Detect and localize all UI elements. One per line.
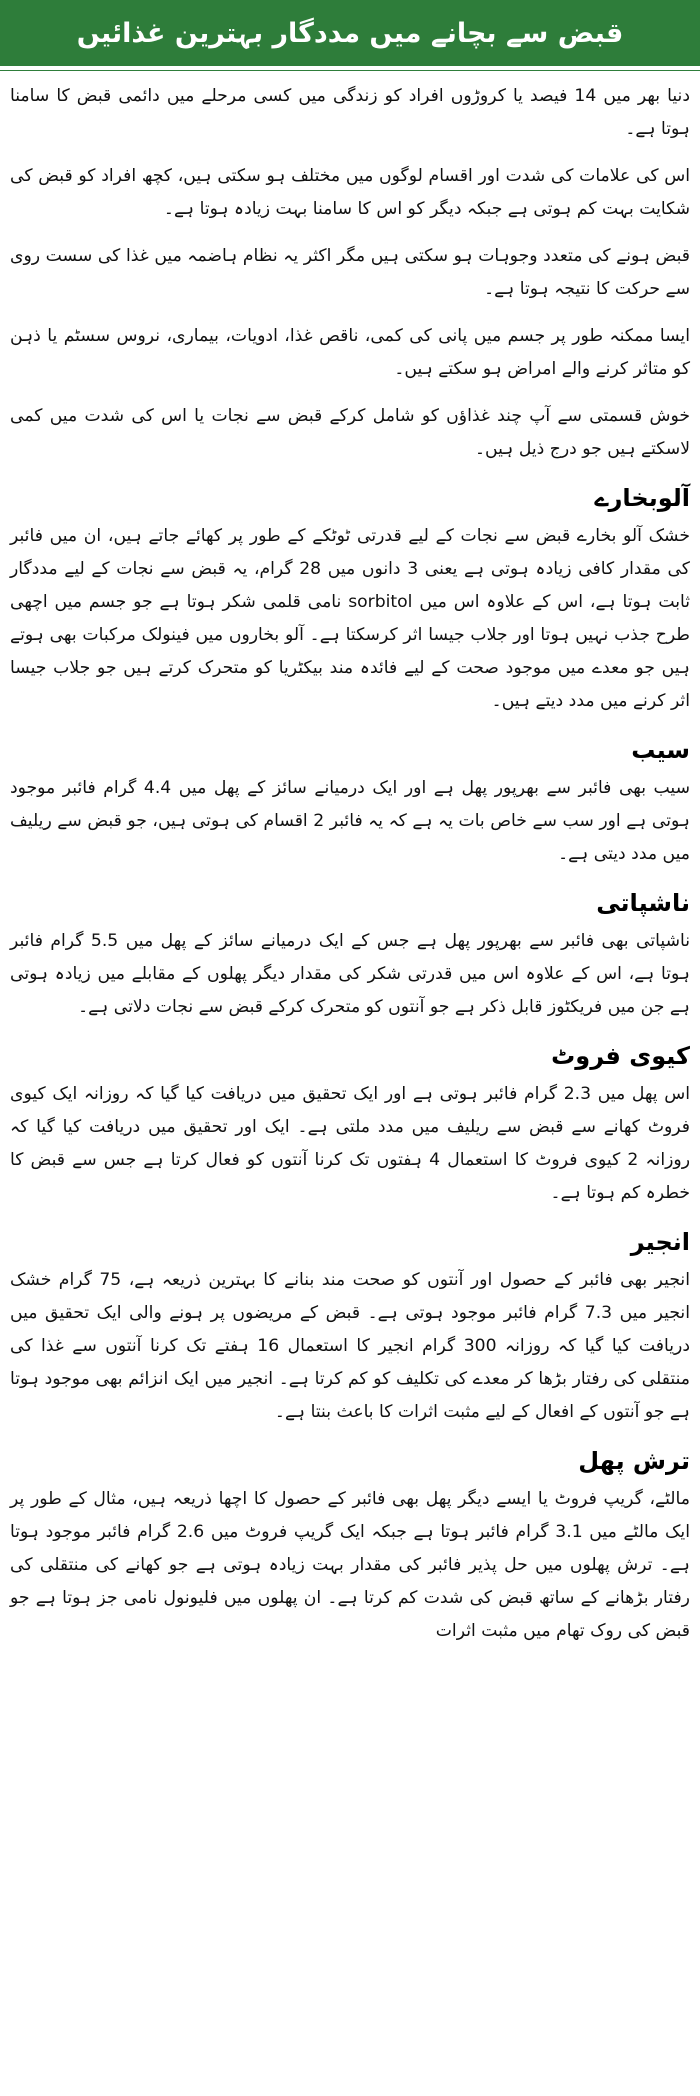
article-body: [0, 70, 700, 1648]
section-heading-apple: سیب: [631, 736, 690, 764]
section-heading-kiwi: کیوی فروٹ: [551, 1042, 690, 1070]
section-text-plums: خشک آلو بخارے قبض سے نجات کے لیے قدرتی ٹوٹکے کے طور پر کھائے جاتے ہیں، ان میں فائبر کی مقدار کافی زیادہ ہوتی ہے یعنی 3 دانوں میں 28 گرام، یہ قبض سے نجات کے لیے مددگار ثابت ہوتا ہے، اس کے علاوہ اس میں sorbitol نامی قلمی شکر ہوتا ہے جو جسم میں اچھی طرح جذب نہیں ہوتا اور جلاب جیسا اثر کرسکتا ہے۔ آلو بخاروں میں فینولک مرکبات بھی ہوتے ہیں جو معدے میں موجود صحت کے لیے فائدہ مند بیکٹریا کو متحرک کرتے ہیں جو جلاب جیسا اثر کرنے میں مدد دیتے ہیں۔: [10, 526, 691, 711]
section-text-citrus: مالٹے، گریپ فروٹ یا ایسے دیگر پھل بھی فائبر کے حصول کا اچھا ذریعہ ہیں، مثال کے طور پر ایک مالٹے میں 3.1 گرام فائبر ہوتا ہے جبکہ ایک گریپ فروٹ میں 2.6 گرام فائبر موجود ہوتا ہے۔ ترش پھلوں میں حل پذیر فائبر کی مقدار بہت زیادہ ہوتی ہے جو کھانے کی منتقلی کی رفتار بڑھانے کے ساتھ قبض کی شدت کم کرتا ہے۔ ان پھلوں میں فلیونول نامی جز ہوتا ہے جو قبض کی روک تھام میں مثبت اثرات: [10, 1489, 690, 1641]
section-heading-citrus: ترش پھل: [578, 1447, 690, 1475]
section-text-pear: ناشپاتی بھی فائبر سے بھرپور پھل ہے جس کے ایک درمیانے سائز کے پھل میں 5.5 گرام فائبر ہوتا ہے، اس کے علاوہ اس میں قدرتی شکر کی مقدار دیگر پھلوں کے مقابلے میں زیادہ ہوتی ہے جن میں فریکٹوز قابل ذکر ہے جو آنتوں کو متحرک کرکے قبض سے نجات دلاتی ہے۔: [10, 931, 690, 1017]
section-text-fig: انجیر بھی فائبر کے حصول اور آنتوں کو صحت مند بنانے کا بہترین ذریعہ ہے، 75 گرام خشک انجیر میں 7.3 گرام فائبر موجود ہوتی ہے۔ قبض کے مریضوں پر ہونے والی ایک تحقیق میں دریافت کیا گیا کہ روزانہ 300 گرام انجیر کا استعمال 16 ہفتے تک کرنا آنتوں سے غذا کی منتقلی کی رفتار بڑھا کر معدے کی تکلیف کو کم کرتا ہے۔ انجیر میں ایک انزائم بھی موجود ہوتا ہے جو آنتوں کے افعال کے لیے مثبت اثرات کا باعث بنتا ہے۔: [10, 1270, 690, 1422]
section-text-kiwi: اس پھل میں 2.3 گرام فائبر ہوتی ہے اور ایک تحقیق میں دریافت کیا گیا کہ روزانہ ایک کیوی فروٹ کھانے سے قبض سے ریلیف میں مدد ملتی ہے۔ ایک اور تحقیق میں دریافت کیا گیا کہ روزانہ 2 کیوی فروٹ کا استعمال 4 ہفتوں تک کرنا آنتوں کو فعال کرتا ہے جس سے قبض کا خطرہ کم ہوتا ہے۔: [10, 1084, 691, 1203]
intro-paragraph: اس کی علامات کی شدت اور اقسام لوگوں میں مختلف ہو سکتی ہیں، کچھ افراد کو قبض کی شکایت بہت کم ہوتی ہے جبکہ دیگر کو اس کا سامنا بہت زیادہ ہوتا ہے۔: [10, 166, 690, 219]
section-heading-fig: انجیر: [630, 1228, 690, 1256]
article-title: قبض سے بچانے میں مددگار بہترین غذائیں: [76, 17, 624, 49]
section-heading-plums: آلوبخارے: [594, 484, 690, 512]
section-heading-pear: ناشپاتی: [596, 889, 690, 917]
intro-paragraph: ایسا ممکنہ طور پر جسم میں پانی کی کمی، ناقص غذا، ادویات، بیماری، نروس سسٹم یا ذہن کو متاثر کرنے والے امراض ہو سکتے ہیں۔: [10, 326, 690, 379]
intro-paragraph: دنیا بھر میں 14 فیصد یا کروڑوں افراد کو زندگی میں کسی مرحلے میں دائمی قبض کا سامنا ہوتا ہے۔: [10, 86, 690, 139]
intro-paragraph: خوش قسمتی سے آپ چند غذاؤں کو شامل کرکے قبض سے نجات یا اس کی شدت میں کمی لاسکتے ہیں جو درج ذیل ہیں۔: [10, 406, 690, 459]
title-banner: [0, 0, 700, 70]
section-text-apple: سیب بھی فائبر سے بھرپور پھل ہے اور ایک درمیانے سائز کے پھل میں 4.4 گرام فائبر موجود ہوتی ہے اور سب سے خاص بات یہ ہے کہ یہ فائبر 2 اقسام کی ہوتی ہیں، جو قبض سے ریلیف میں مدد دیتی ہے۔: [10, 778, 691, 864]
intro-paragraph: قبض ہونے کی متعدد وجوہات ہو سکتی ہیں مگر اکثر یہ نظام ہاضمہ میں غذا کی سست روی سے حرکت کا نتیجہ ہوتا ہے۔: [10, 246, 690, 299]
